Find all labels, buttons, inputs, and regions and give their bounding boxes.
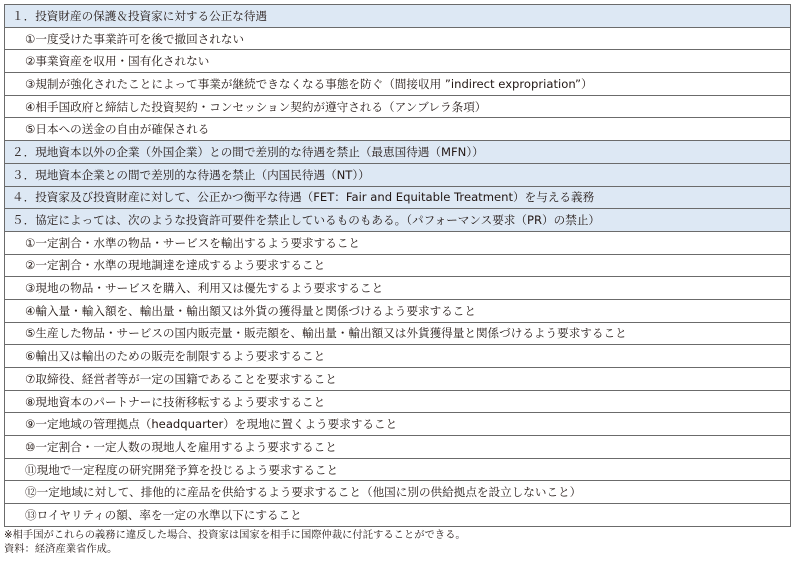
provisions-table [4, 4, 791, 527]
provision-heading-row [5, 141, 791, 164]
provision-heading-text: ３．現地資本企業との間で差別的な待遇を禁止（内国民待遇（NT）） [5, 163, 791, 186]
provision-item-row [5, 481, 791, 504]
provision-item-row [5, 345, 791, 368]
provision-item-row [5, 390, 791, 413]
source-note: 資料：経済産業省作成。 [4, 542, 118, 555]
provision-item-text: ②一定割合・水準の現地調達を達成するよう要求すること [5, 254, 791, 277]
provision-heading-text: ２．現地資本以外の企業（外国企業）との間で差別的な待遇を禁止（最恵国待遇（MFN）） [5, 141, 791, 164]
provision-item-row [5, 231, 791, 254]
provision-item-row [5, 73, 791, 96]
provision-item-row [5, 504, 791, 527]
provision-item-text: ①一度受けた事業許可を後で撤回されない [5, 27, 791, 50]
provision-item-text: ⑩一定割合・一定人数の現地人を雇用するよう要求すること [5, 436, 791, 459]
provision-item-row [5, 458, 791, 481]
notes [4, 529, 791, 556]
provision-heading-text: １．投資財産の保護＆投資家に対する公正な待遇 [5, 5, 791, 28]
provision-heading-text: ４．投資家及び投資財産に対して、公正かつ衡平な待遇（FET：Fair and Equitable Treatment）を与える義務 [5, 186, 791, 209]
provision-heading-row [5, 209, 791, 232]
provision-item-text: ④相手国政府と締結した投資契約・コンセッション契約が遵守される（アンブレラ条項） [5, 95, 791, 118]
provision-item-row [5, 118, 791, 141]
provision-item-row [5, 277, 791, 300]
provision-item-row [5, 413, 791, 436]
provisions-table-body [5, 5, 791, 527]
provision-item-text: ⑬ロイヤリティの額、率を一定の水準以下にすること [5, 504, 791, 527]
provision-item-text: ⑤生産した物品・サービスの国内販売量・販売額を、輸出量・輸出額又は外貨獲得量と関係づけるよう要求すること [5, 322, 791, 345]
provision-item-text: ⑥輸出又は輸出のための販売を制限するよう要求すること [5, 345, 791, 368]
provision-item-text: ⑨一定地域の管理拠点（headquarter）を現地に置くよう要求すること [5, 413, 791, 436]
provision-item-text: ③規制が強化されたことによって事業が継続できなくなる事態を防ぐ（間接収用 ”indirect expropriation”） [5, 73, 791, 96]
provision-item-text: ③現地の物品・サービスを購入、利用又は優先するよう要求すること [5, 277, 791, 300]
provision-heading-row [5, 186, 791, 209]
provision-item-text: ②事業資産を収用・国有化されない [5, 50, 791, 73]
provision-item-text: ④輸入量・輸入額を、輸出量・輸出額又は外貨の獲得量と関係づけるよう要求すること [5, 299, 791, 322]
provision-item-row [5, 436, 791, 459]
provision-item-text: ⑪現地で一定程度の研究開発予算を投じるよう要求すること [5, 458, 791, 481]
provision-item-text: ⑤日本への送金の自由が確保される [5, 118, 791, 141]
provision-item-row [5, 322, 791, 345]
provision-item-row [5, 95, 791, 118]
provision-item-text: ⑫一定地域に対して、排他的に産品を供給するよう要求すること（他国に別の供給拠点を設立しないこと） [5, 481, 791, 504]
provision-item-row [5, 299, 791, 322]
provision-item-text: ①一定割合・水準の物品・サービスを輸出するよう要求すること [5, 231, 791, 254]
provision-item-text: ⑦取締役、経営者等が一定の国籍であることを要求すること [5, 368, 791, 391]
provision-heading-row [5, 163, 791, 186]
provision-item-row [5, 27, 791, 50]
remark-note: ※相手国がこれらの義務に違反した場合、投資家は国家を相手に国際仲裁に付託することができる。 [4, 529, 466, 541]
provision-heading-text: ５．協定によっては、次のような投資許可要件を禁止しているものもある。（パフォーマンス要求（PR）の禁止） [5, 209, 791, 232]
provision-item-row [5, 368, 791, 391]
provision-item-row [5, 50, 791, 73]
provision-heading-row [5, 5, 791, 28]
provision-item-text: ⑧現地資本のパートナーに技術移転するよう要求すること [5, 390, 791, 413]
provision-item-row [5, 254, 791, 277]
